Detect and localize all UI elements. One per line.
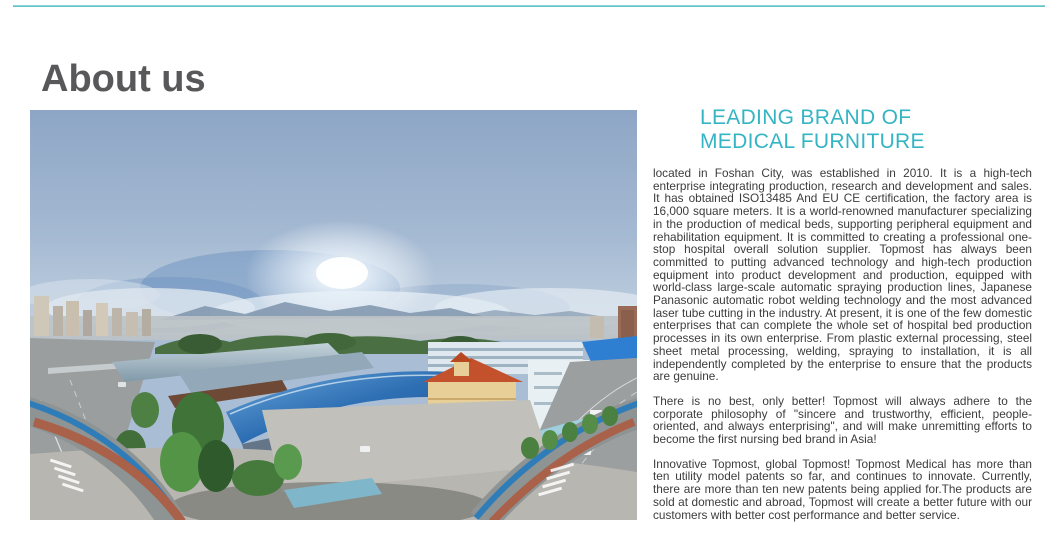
about-paragraph-3: Innovative Topmost, global Topmost! Topmost Medical has more than ten utility model patents so far, and continues to innovate. Currently, there are more than ten new patents being applied for.The products are sold at domestic and abroad, Topmost will create a better future with our customers with better cost performance and better service. <box>653 456 1032 522</box>
factory-panorama-illustration <box>30 110 637 520</box>
about-paragraph-1: located in Foshan City, was established in 2010. It is a high-tech enterprise integrating production, research and development and sales. It has obtained ISO13485 And EU CE certification, the factory area is 16,000 square meters. It is a world-renowned manufacturer specializing in the production of medical beds, supporting peripheral equipment and rehabilitation equipment. It is committed to creating a professional one-stop hospital overall solution supplier. Topmost has always been committed to putting advanced technology and high-tech production equipment into product development and production, equipped with world-class large-scale automatic spraying production lines, Japanese Panasonic automatic robot welding technology and the most advanced laser tube cutting in the industry. At present, it is one of the few domestic enterprises that can complete the whole set of hospital bed production processes in its own enterprise. From plastic external processing, steel sheet metal processing, welding, spraying to installation, it is all independently completed by the enterprise to ensure that the products are genuine. <box>653 166 1032 384</box>
about-paragraph-2: There is no best, only better! Topmost will always adhere to the corporate philosophy of "sincere and trustworthy, efficient, people-oriented, and always enterprising", and will make unremitting efforts to become the first nursing bed brand in Asia! <box>653 393 1032 447</box>
about-headline-line1: LEADING BRAND OF <box>700 106 912 129</box>
about-headline <box>653 106 1032 154</box>
top-accent-divider <box>13 5 1045 7</box>
about-headline-line2: MEDICAL FURNITURE <box>700 130 925 153</box>
page-title: About us <box>41 58 206 101</box>
about-body-text <box>653 167 1032 521</box>
about-section <box>653 106 1032 521</box>
factory-panorama-photo <box>30 110 637 520</box>
